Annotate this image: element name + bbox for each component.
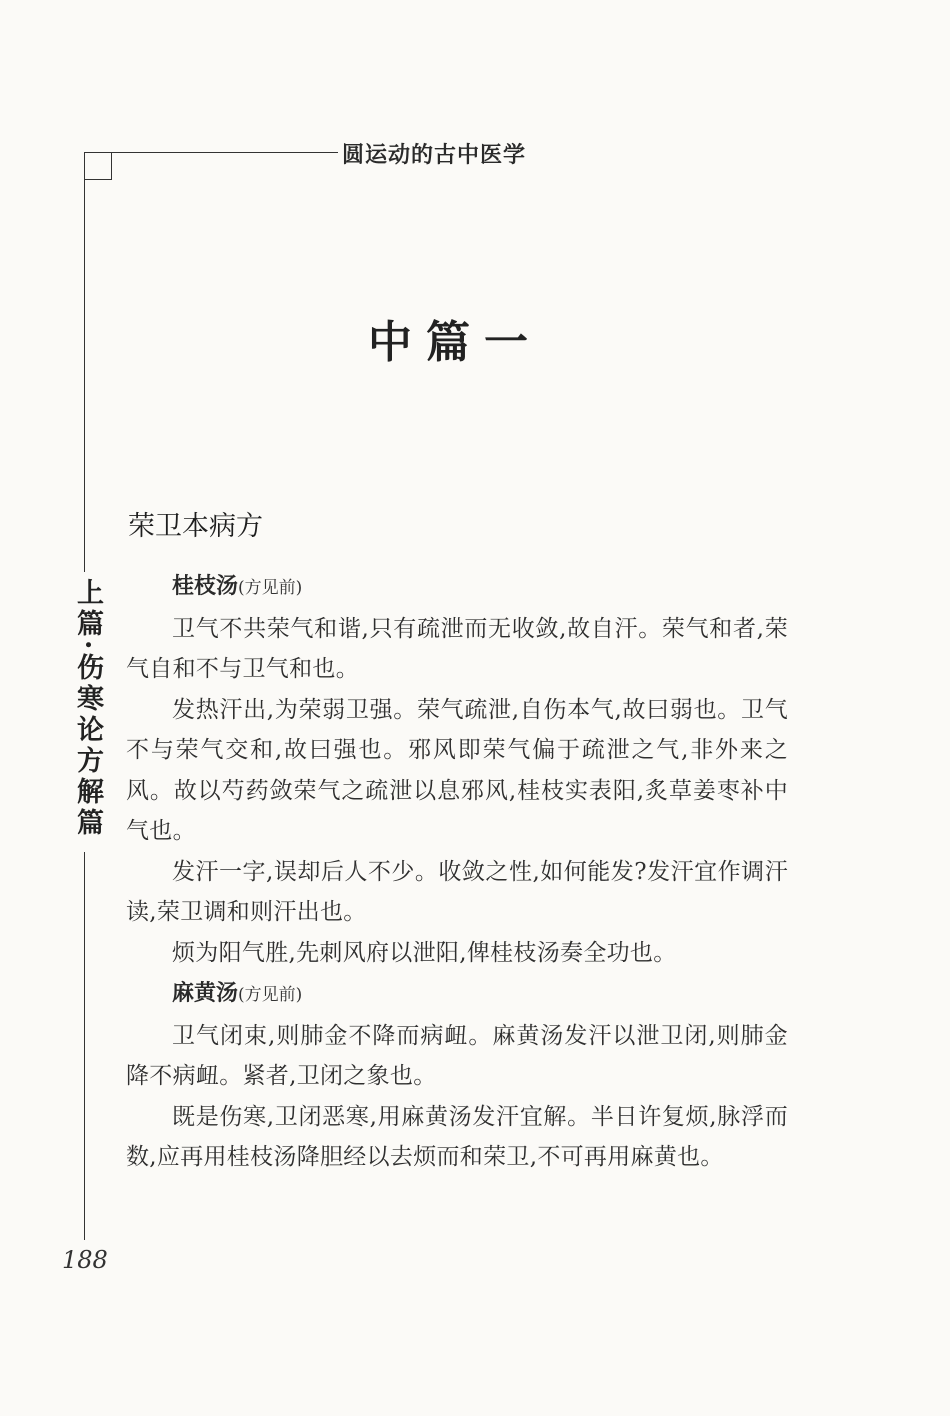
formula-note: (方见前) <box>238 985 303 1005</box>
header-rule <box>84 152 338 153</box>
formula-name: 桂枝汤 <box>172 574 239 599</box>
paragraph: 既是伤寒,卫闭恶寒,用麻黄汤发汗宜解。半日许复烦,脉浮而数,应再用桂枝汤降胆经以去烦而和荣卫,不可再用麻黄也。 <box>126 1103 788 1170</box>
paragraph: 烦为阳气胜,先刺风府以泄阳,俾桂枝汤奏全功也。 <box>172 939 677 966</box>
paragraph: 卫气闭束,则肺金不降而病衄。麻黄汤发汗以泄卫闭,则肺金降不病衄。紧者,卫闭之象也。 <box>126 1022 788 1089</box>
chapter-title: 中篇一 <box>368 317 542 368</box>
formula-note: (方见前) <box>238 578 303 598</box>
paragraph: 发汗一字,误却后人不少。收敛之性,如何能发?发汗宜作调汗读,荣卫调和则汗出也。 <box>126 858 788 925</box>
running-title: 圆运动的古中医学 <box>342 143 527 168</box>
paragraph: 发热汗出,为荣弱卫强。荣气疏泄,自伤本气,故曰弱也。卫气不与荣气交和,故曰强也。邪风即荣气偏于疏泄之气,非外来之风。故以芍药敛荣气之疏泄以息邪风,桂枝实表阳,炙草姜枣补中气也。 <box>126 696 788 844</box>
formula-heading <box>126 973 788 1016</box>
page-body <box>126 566 788 1178</box>
formula-heading <box>126 566 788 609</box>
side-section-label: 上篇·伤寒论方解篇 <box>72 578 103 840</box>
paragraph: 卫气不共荣气和谐,只有疏泄而无收敛,故自汗。荣气和者,荣气自和不与卫气和也。 <box>126 615 788 682</box>
corner-ornament <box>84 152 112 180</box>
formula-name: 麻黄汤 <box>172 981 239 1006</box>
page-number: 188 <box>62 1246 108 1274</box>
section-heading: 荣卫本病方 <box>128 511 263 542</box>
left-margin-rule-lower <box>84 852 85 1240</box>
